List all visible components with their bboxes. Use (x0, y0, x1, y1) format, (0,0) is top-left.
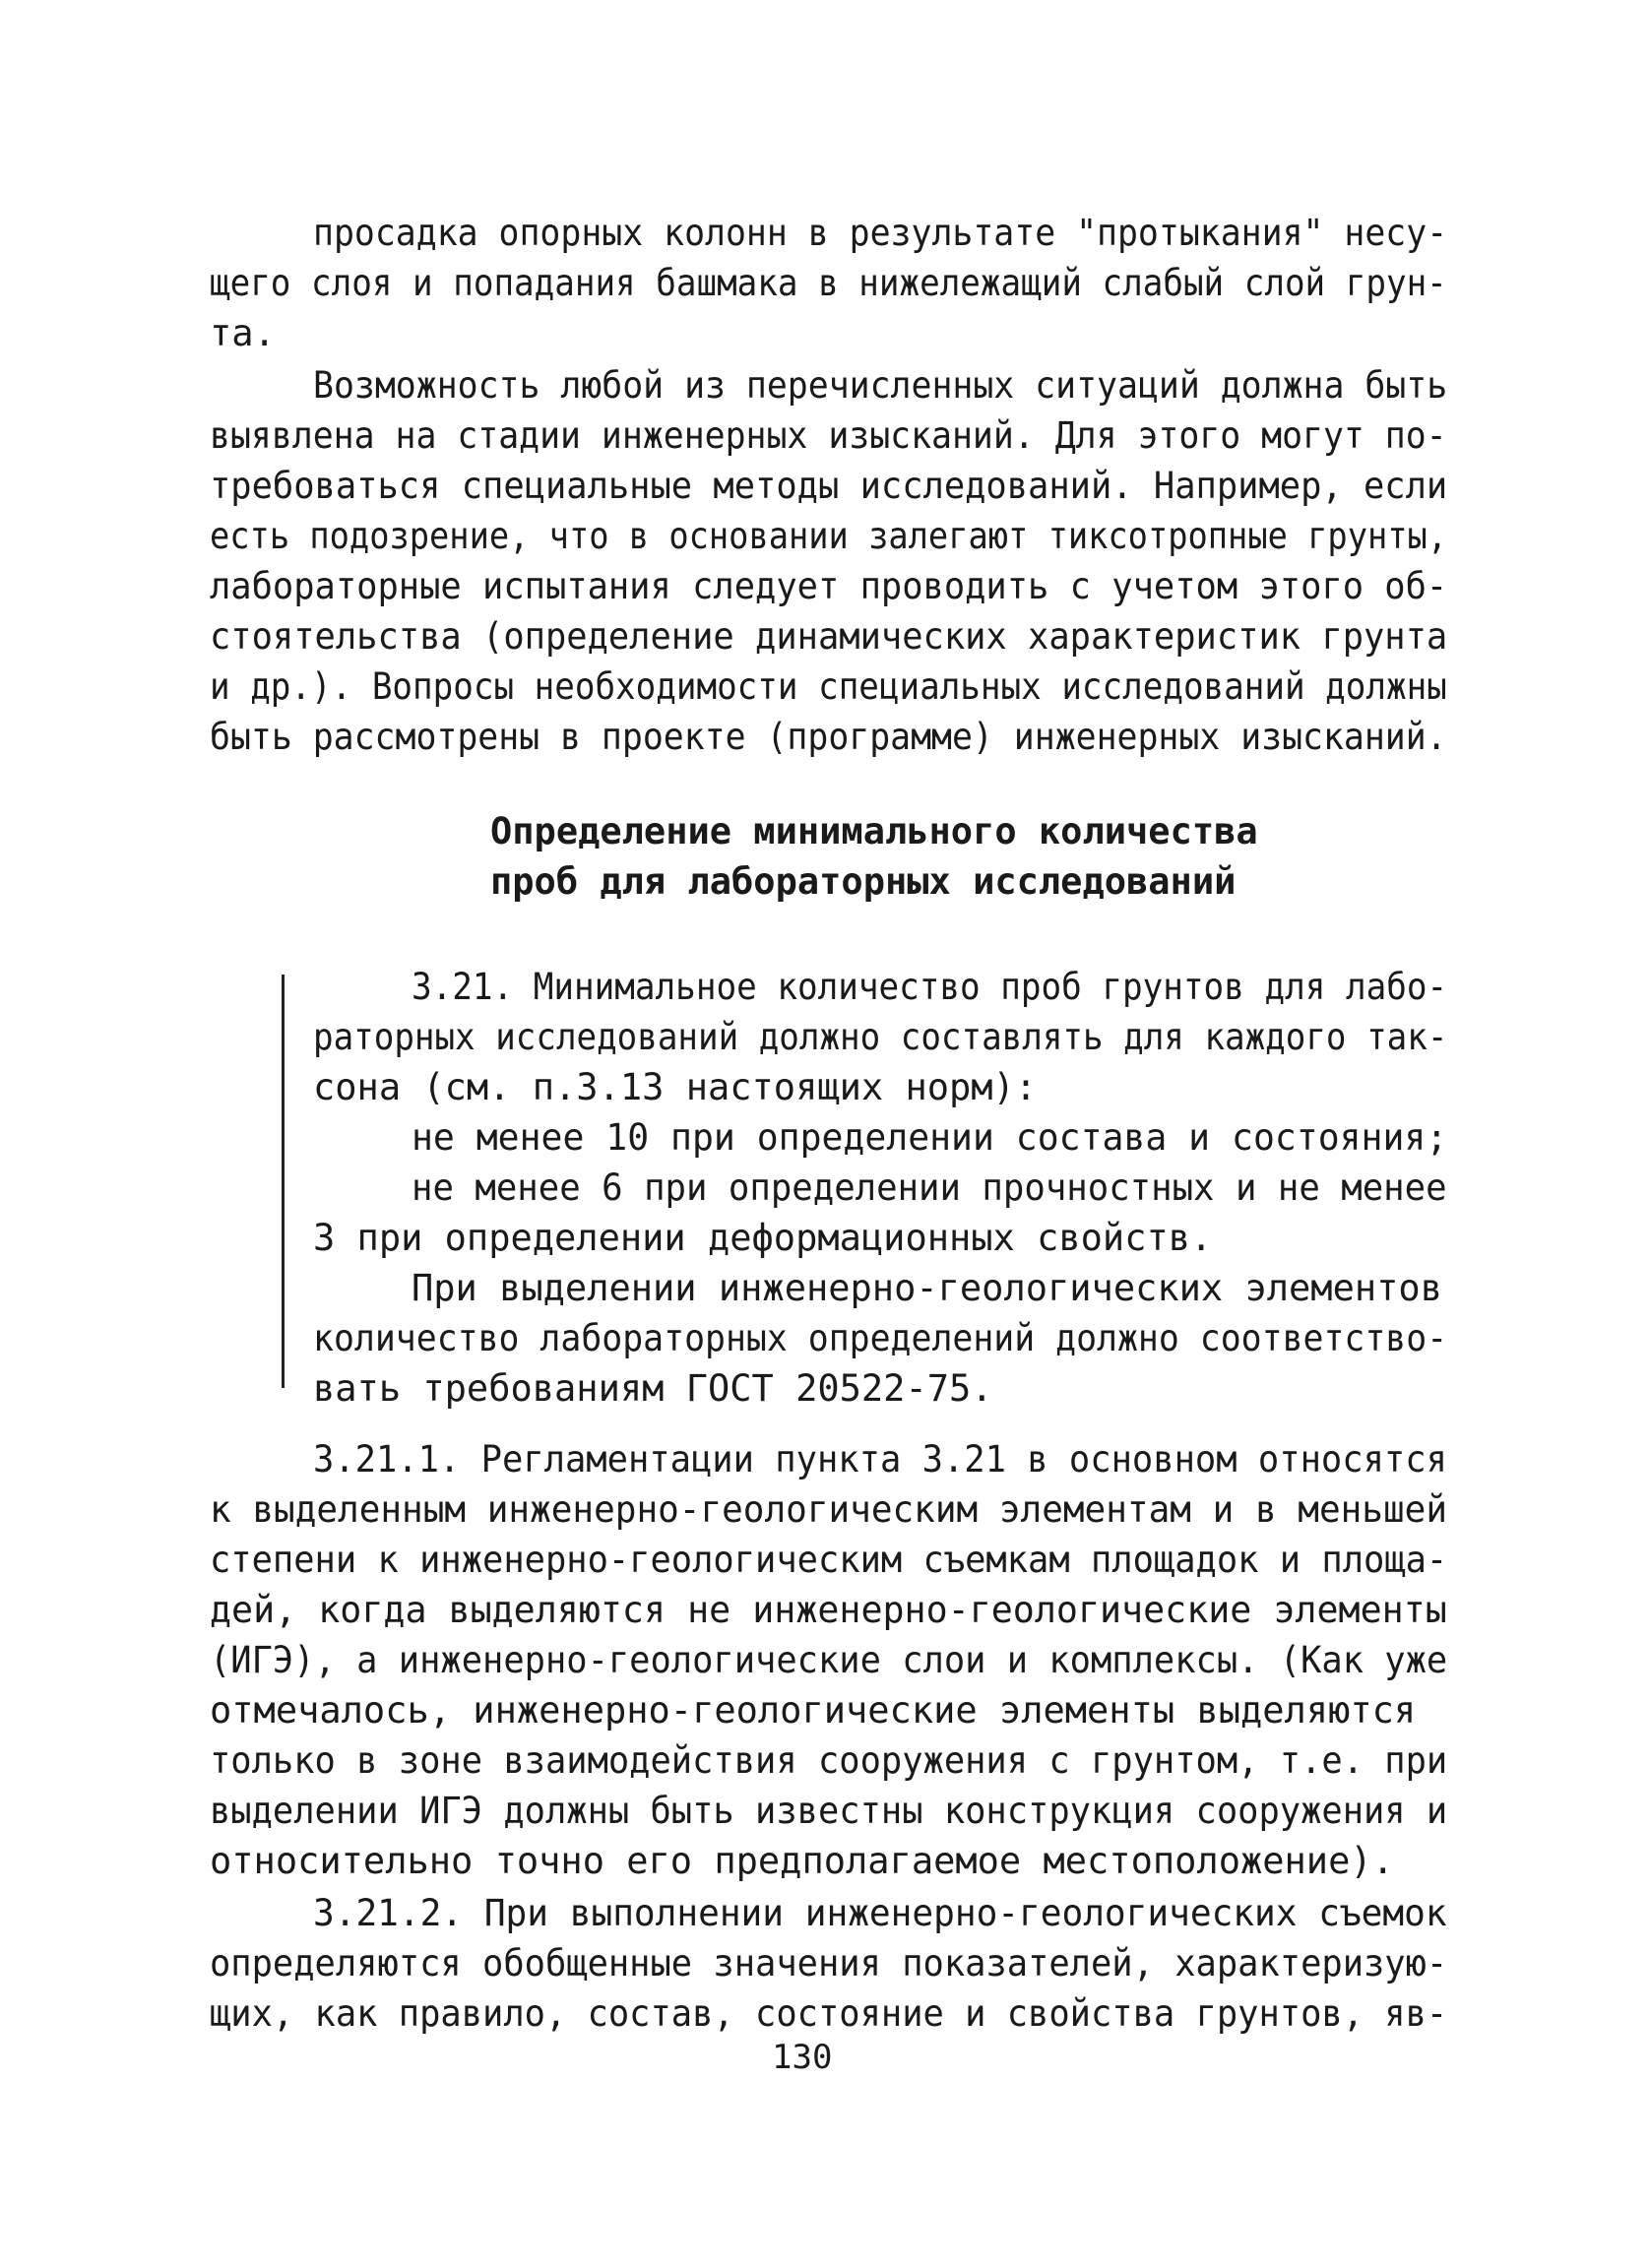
text-line: 3.21.2. При выполнении инженерно-геологических съемок (313, 1892, 1447, 1934)
text-line: стоятельства (определение динамических характеристик грунта (210, 615, 1448, 658)
text-line: щего слоя и попадания башмака в нижележащий слабый слой грун- (210, 262, 1447, 304)
text-line: не менее 6 при определении прочностных и не менее (412, 1166, 1447, 1209)
text-line: к выделенным инженерно-геологическим элементам и в меньшей (210, 1488, 1448, 1531)
text-line: определяются обобщенные значения показателей, характеризую- (210, 1942, 1448, 1984)
page-number: 130 (772, 2038, 833, 2077)
text-line: относительно точно его предполагаемое местоположение). (210, 1840, 1394, 1882)
text-line: 3 при определении деформационных свойств. (313, 1217, 1213, 1259)
section-heading: Определение минимального количества (490, 810, 1258, 852)
text-line: есть подозрение, что в основании залегают тиксотропные грунты, (210, 515, 1448, 557)
text-line: дей, когда выделяются не инженерно-геологические элементы (210, 1589, 1447, 1631)
section-heading: проб для лабораторных исследований (490, 860, 1237, 903)
text-line: только в зоне взаимодействия сооружения с грунтом, т.е. при (210, 1739, 1448, 1782)
text-line: выделении ИГЭ должны быть известны конструкция сооружения и (210, 1790, 1448, 1832)
text-line: (ИГЭ), а инженерно-геологические слои и комплексы. (Как уже (210, 1639, 1448, 1681)
text-line: и др.). Вопросы необходимости специальных исследований должны (210, 665, 1447, 708)
text-line: сона (см. п.3.13 настоящих норм): (313, 1066, 1038, 1108)
text-line: просадка опорных колонн в результате "протыкания" несу- (313, 212, 1448, 254)
text-line: не менее 10 при определении состава и состояния; (412, 1116, 1448, 1159)
text-line: степени к инженерно-геологическим съемкам площадок и площа- (210, 1539, 1448, 1581)
text-line: количество лабораторных определений должно соответство- (313, 1317, 1448, 1359)
text-line: вать требованиям ГОСТ 20522-75. (313, 1367, 993, 1410)
text-line: требоваться специальные методы исследований. Например, если (210, 465, 1448, 507)
text-line: раторных исследований должно составлять для каждого так- (313, 1016, 1448, 1058)
text-line: отмечалось, инженерно-геологические элементы выделяются (210, 1689, 1417, 1732)
text-line: быть рассмотрены в проекте (программе) инженерных изысканий. (210, 716, 1447, 758)
text-line: та. (210, 312, 276, 354)
text-line: 3.21.1. Регламентации пункта 3.21 в основном относятся (313, 1438, 1447, 1480)
text-line: лабораторные испытания следует проводить с учетом этого об- (210, 565, 1448, 607)
text-line: Возможность любой из перечисленных ситуаций должна быть (313, 364, 1448, 407)
text-line: При выделении инженерно-геологических элементов (412, 1267, 1442, 1309)
text-line: выявлена на стадии инженерных изысканий. Для этого могут по- (210, 414, 1447, 457)
text-line: 3.21. Минимальное количество проб грунтов для лабо- (412, 966, 1448, 1008)
text-line: щих, как правило, состав, состояние и свойства грунтов, яв- (210, 1992, 1448, 2035)
margin-revision-bar (282, 975, 285, 1388)
